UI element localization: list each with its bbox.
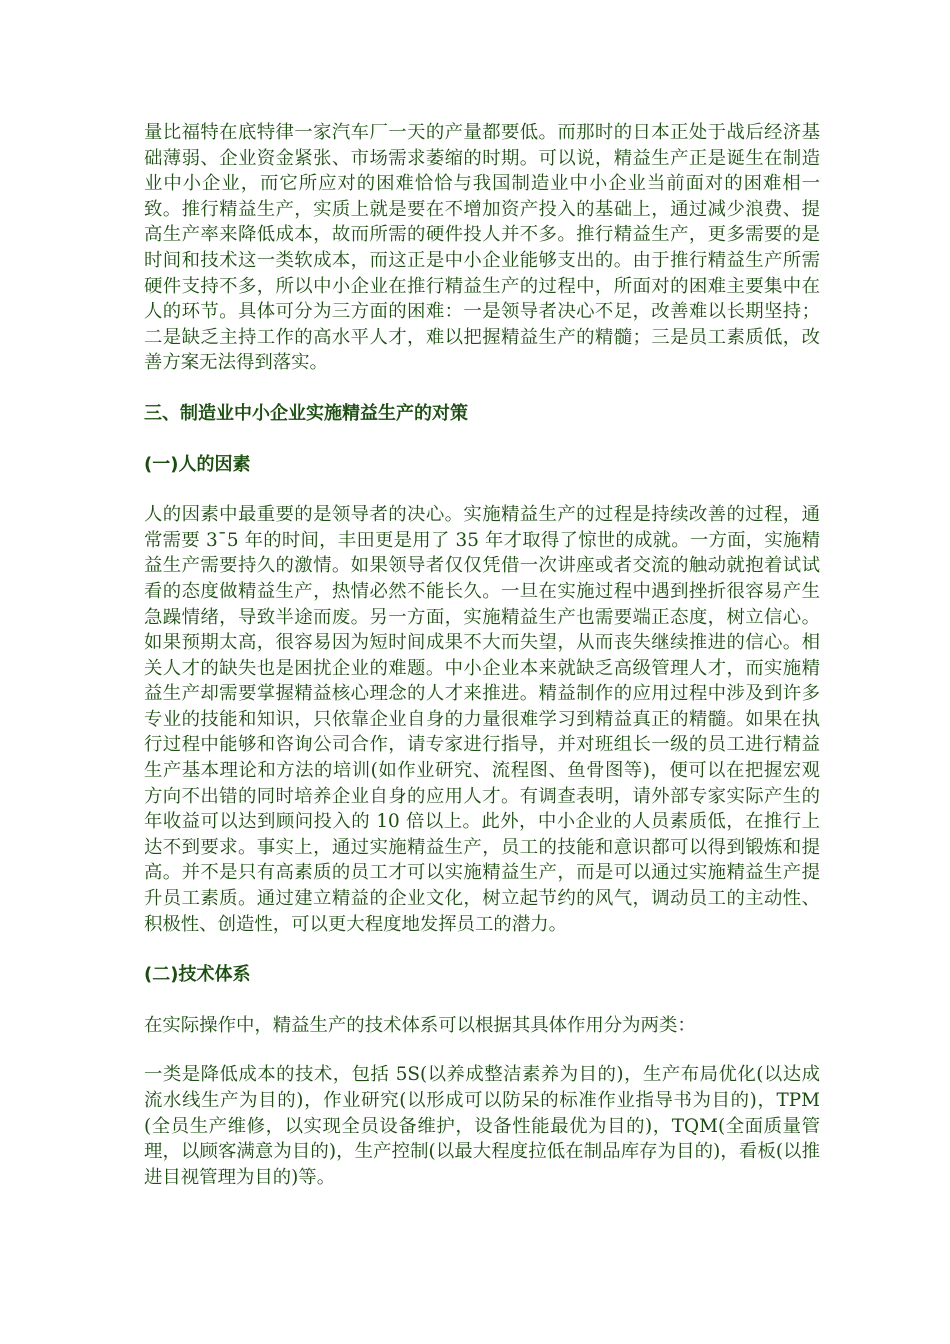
subheading-human-factors: (一)人的因素 [144,453,251,475]
paragraph-technical-intro: 在实际操作中，精益生产的技术体系可以根据其具体作用分为两类： [144,1014,696,1036]
paragraph-human-factors: 人的因素中最重要的是领导者的决心。实施精益生产的过程是持续改善的过程，通常需要 3¯5 年的时间，丰田更是用了 35 年才取得了惊世的成就。一方面，实施精益生产需要持久的激情。如果领导者仅仅凭借一次讲座或者交流的触动就抱着试试看的态度做精益生产，热情必然不能长久。一旦在实施过程中遇到挫折很容易产生急躁情绪，导致半途而废。另一方面，实施精益生产也需要端正态度，树立信心。如果预期太高，很容易因为短时间成果不大而失望，从而丧失继续推进的信心。相关人才的缺失也是困扰企业的难题。中小企业本来就缺乏高级管理人才，而实施精益生产却需要掌握精益核心理念的人才来推进。精益制作的应用过程中涉及到许多专业的技能和知识，只依靠企业自身的力量很难学习到精益真正的精髓。如果在执行过程中能够和咨询公司合作，请专家进行指导，并对班组长一级的员工进行精益生产基本理论和方法的培训(如作业研究、流程图、鱼骨图等)，便可以在把握宏观方向不出错的同时培养企业自身的应用人才。有调查表明，请外部专家实际产生的年收益可以达到顾问投入的 10 倍以上。此外，中小企业的人员素质低，在推行上达不到要求。事实上，通过实施精益生产，员工的技能和意识都可以得到锻炼和提高。并不是只有高素质的员工才可以实施精益生产，而是可以通过实施精益生产提升员工素质。通过建立精益的企业文化，树立起节约的风气，调动员工的主动性、积极性、创造性，可以更大程度地发挥员工的潜力。 [144,504,820,935]
document-page [144,120,820,1190]
paragraph-lean-origin: 量比福特在底特律一家汽车厂一天的产量都要低。而那时的日本正处于战后经济基础薄弱、企业资金紧张、市场需求萎缩的时期。可以说，精益生产正是诞生在制造业中小企业，而它所应对的困难恰恰与我国制造业中小企业当前面对的困难相一致。推行精益生产，实质上就是要在不增加资产投入的基础上，通过减少浪费、提高生产率来降低成本，故而所需的硬件投人并不多。推行精益生产，更多需要的是时间和技术这一类软成本，而这正是中小企业能够支出的。由于推行精益生产所需硬件支持不多，所以中小企业在推行精益生产的过程中，所面对的困难主要集中在人的环节。具体可分为三方面的困难：一是领导者决心不足，改善难以长期坚持；二是缺乏主持工作的高水平人才，难以把握精益生产的精髓；三是员工素质低，改善方案无法得到落实。 [144,122,820,374]
section-heading-countermeasures: 三、制造业中小企业实施精益生产的对策 [144,402,468,424]
paragraph-cost-reduction-techniques: 一类是降低成本的技术，包括 5S(以养成整洁素养为目的)，生产布局优化(以达成流水线生产为目的)，作业研究(以形成可以防呆的标准作业指导书为目的)，TPM(全员生产维修，以实现全员设备维护，设备性能最优为目的)，TQM(全面质量管理，以顾客满意为目的)，生产控制(以最大程度拉低在制品库存为目的)，看板(以推进目视管理为目的)等。 [144,1064,820,1188]
subheading-technical-system: (二)技术体系 [144,964,251,986]
